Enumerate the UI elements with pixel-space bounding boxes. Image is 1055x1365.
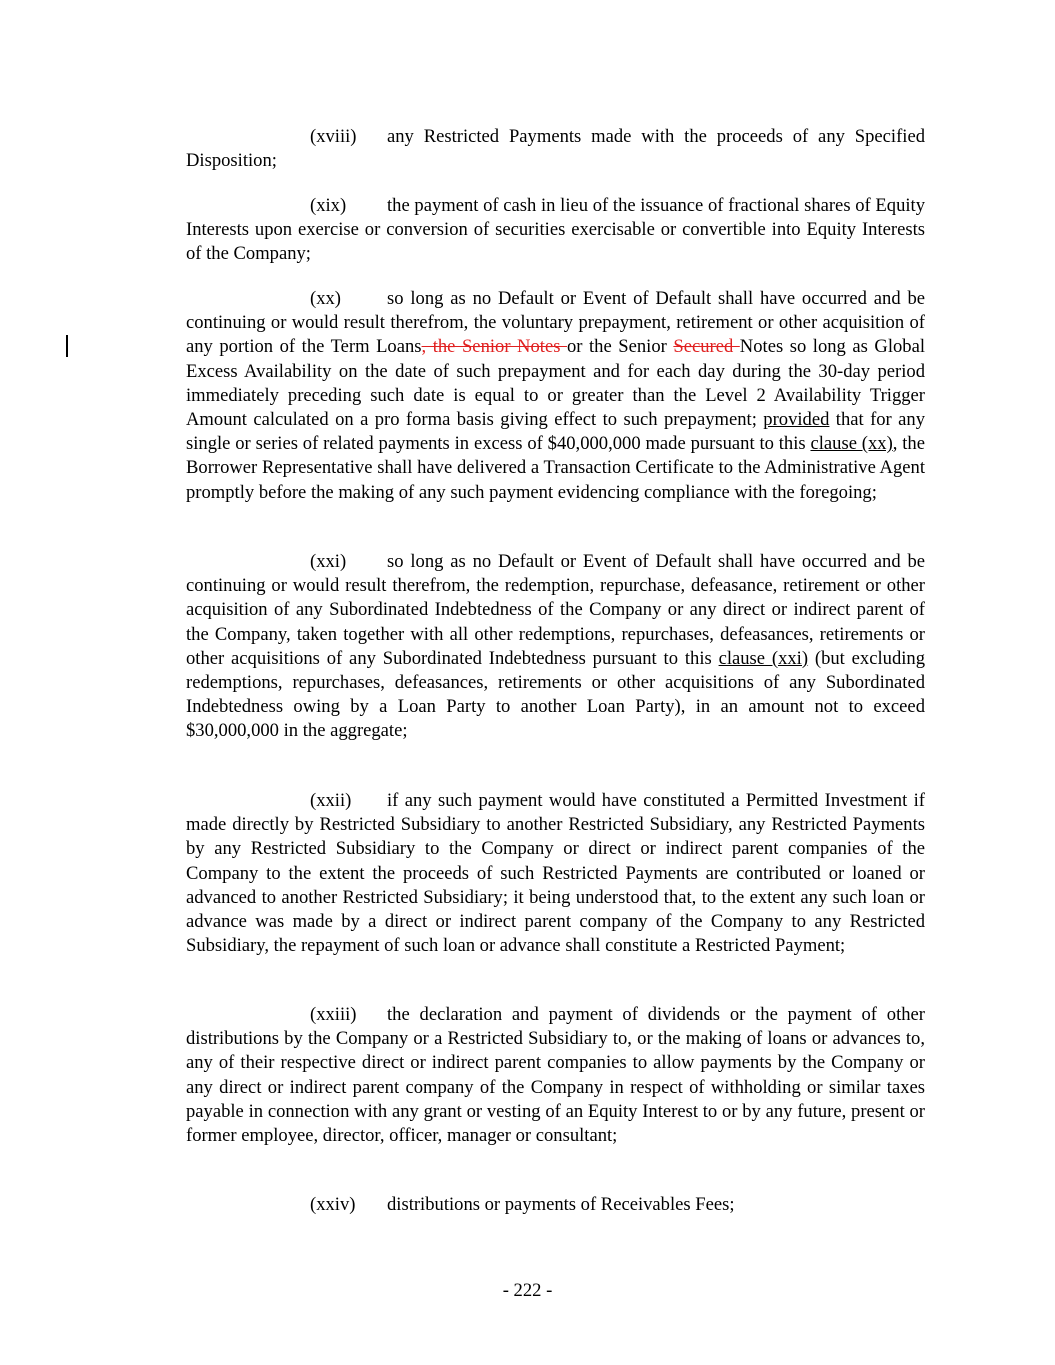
clause-text: if any such payment would have constituted a Permitted Investment if made directly by Restricted Subsidiary to another Restricted Subsidiary, any Restricted Payments by any Restricted Subsidiary to the Company or direct or indirect parent companies of the Company to the extent the proceeds of such Restricted Payments are contributed or loaned or advanced to another Restricted Subsidiary; it being understood that, to the extent any such loan or advance was made by a direct or indirect parent company of the Company to any Restricted Subsidiary, the repayment of such loan or advance shall constitute a Restricted Payment;: [186, 790, 925, 957]
paragraph-xxi: [186, 550, 925, 744]
clause-number: (xviii): [310, 126, 357, 147]
clause-number: (xix): [310, 195, 347, 216]
clause-text: any Restricted Payments made with the proceeds of any Specified Disposition;: [186, 126, 925, 172]
clause-number: (xxiv): [310, 1194, 356, 1215]
clause-reference: clause (xx): [810, 433, 893, 455]
clause-reference: clause (xxi): [718, 647, 809, 669]
paragraph-xx: [186, 287, 925, 505]
clause-number: (xxi): [310, 551, 347, 572]
change-bar: [66, 335, 68, 357]
clause-number: (xx): [310, 288, 341, 309]
clause-text: Notes so long as Global Excess Availability on the date of such prepayment and for each day during the 30-day period immediately preceding such date is equal to or greater than the Level 2 Availability Trigger Amount calculated on a pro forma basis giving effect to such prepayment;: [186, 336, 926, 431]
clause-text: or the Senior: [566, 336, 674, 358]
paragraph-xix: [186, 194, 925, 267]
paragraph-xxii: [186, 789, 925, 958]
clause-text: so long as no Default or Event of Default shall have occurred and be continuing or would result therefrom, the voluntary prepayment, retirement or other acquisition of any portion of the Term Loans: [186, 288, 925, 358]
clause-text: the declaration and payment of dividends or the payment of other distributions by the Company or a Restricted Subsidiary to, or the making of loans or advances to, any of their respective direct or indirect parent companies to allow payments by the Company or any direct or indirect parent company of the Company in respect of withholding or similar taxes payable in connection with any grant or vesting of an Equity Interest to or by any future, present or former employee, director, officer, manager or consultant;: [186, 1004, 925, 1147]
paragraph-xxiv: [186, 1193, 925, 1217]
clause-number: (xxii): [310, 790, 352, 811]
deleted-text: Secured: [673, 336, 740, 358]
clause-text: distributions or payments of Receivables Fees;: [387, 1194, 735, 1215]
paragraph-xviii: [186, 125, 925, 173]
clause-text: the payment of cash in lieu of the issuance of fractional shares of Equity Interests upon exercise or conversion of securities exercisable or convertible into Equity Interests of the Company;: [186, 195, 925, 265]
clause-text: (but excluding redemptions, repurchases, defeasances, retirements or other acquisitions of any Subordinated Indebtedness owing by a Loan Party to another Loan Party), in an amount not to exceed $30,000,000 in the aggregate;: [186, 647, 925, 742]
clause-text: , the Borrower Representative shall have delivered a Transaction Certificate to the Administrative Agent promptly before the making of any such payment evidencing compliance with the foregoing;: [186, 433, 925, 503]
clause-text: so long as no Default or Event of Default shall have occurred and be continuing or would result therefrom, the redemption, repurchase, defeasance, retirement or other acquisition of any Subordinated Indebtedness of the Company or any direct or indirect parent of the Company, taken together with all other redemptions, repurchases, defeasances, retirements or other acquisitions of any Subordinated Indebtedness pursuant to this: [186, 551, 925, 669]
clause-text: that for any single or series of related payments in excess of $40,000,000 made pursuant to this: [186, 409, 925, 455]
clause-number: (xxiii): [310, 1004, 357, 1025]
underlined-term: provided: [763, 409, 830, 431]
deleted-text: , the Senior Notes: [421, 336, 567, 358]
page-number: - 222 -: [502, 1280, 553, 1301]
paragraph-xxiii: [186, 1003, 925, 1148]
